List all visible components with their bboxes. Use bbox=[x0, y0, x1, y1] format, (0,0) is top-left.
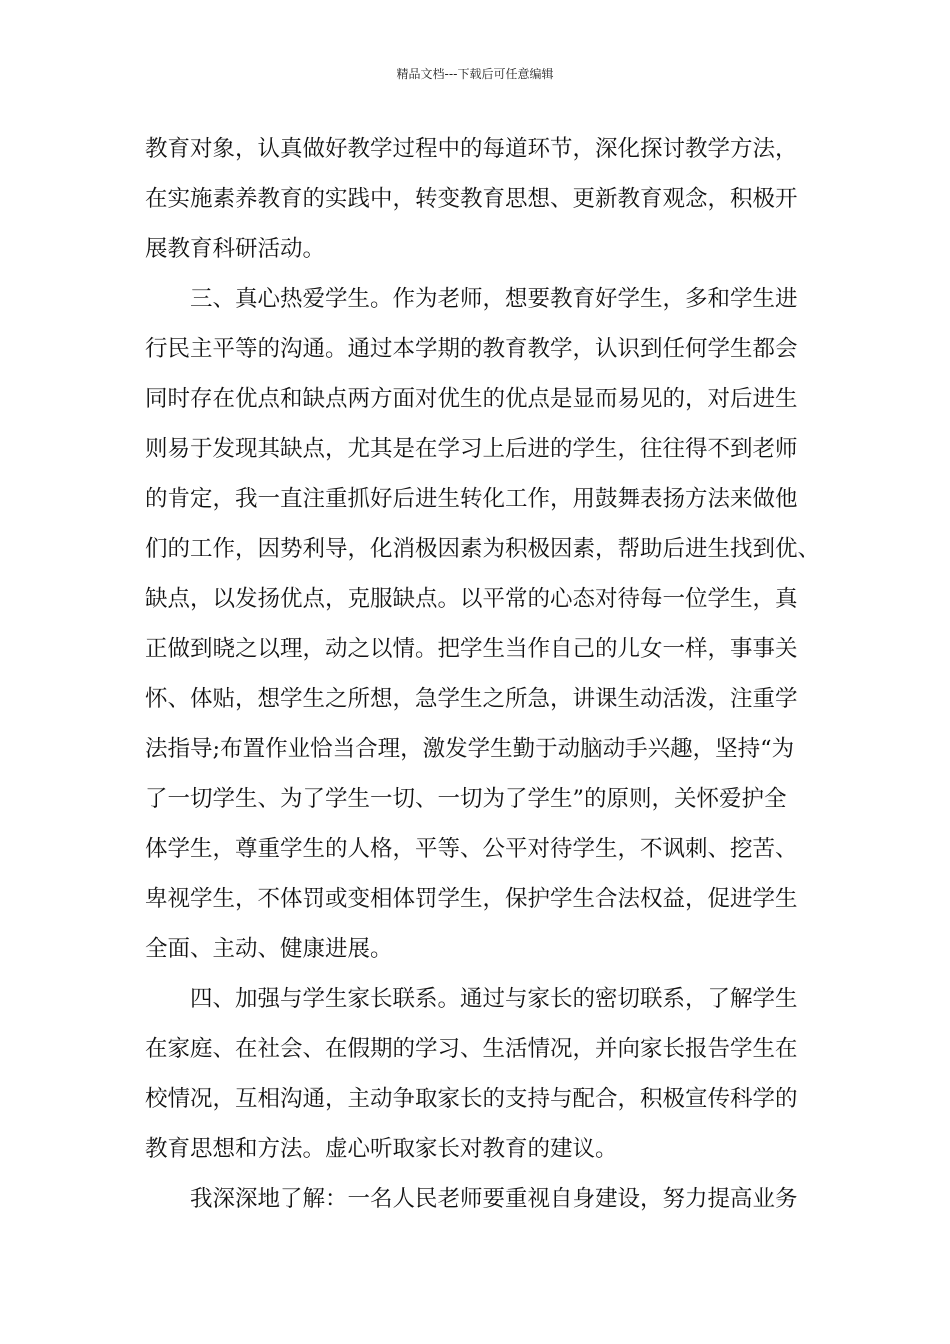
text-line: 教育思想和方法。虚心听取家长对教育的建议。 bbox=[145, 1136, 618, 1162]
text-line: 卑视学生，不体罚或变相体罚学生，保护学生合法权益，促进学生 bbox=[145, 886, 798, 912]
document-body bbox=[145, 124, 821, 1224]
text-line: 行民主平等的沟通。通过本学期的教育教学，认识到任何学生都会 bbox=[145, 336, 798, 362]
text-line: 教育对象，认真做好教学过程中的每道环节，深化探讨教学方法， bbox=[145, 136, 798, 162]
text-line: 了一切学生、为了学生一切、一切为了学生”的原则，关怀爱护全 bbox=[145, 786, 787, 812]
text-line: 三、真心热爱学生。作为老师，想要教育好学生，多和学生进 bbox=[190, 286, 798, 312]
text-line: 四、加强与学生家长联系。通过与家长的密切联系，了解学生 bbox=[190, 986, 798, 1012]
text-line: 怀、体贴，想学生之所想，急学生之所急，讲课生动活泼，注重学 bbox=[145, 686, 798, 712]
text-line: 的肯定，我一直注重抓好后进生转化工作，用鼓舞表扬方法来做他 bbox=[145, 486, 798, 512]
text-line: 我深深地了解：一名人民老师要重视自身建设，努力提高业务 bbox=[190, 1186, 798, 1212]
text-line: 同时存在优点和缺点两方面对优生的优点是显而易见的，对后进生 bbox=[145, 386, 798, 412]
text-line: 展教育科研活动。 bbox=[145, 236, 326, 262]
text-line: 全面、主动、健康进展。 bbox=[145, 936, 393, 962]
text-line: 们的工作，因势利导，化消极因素为积极因素，帮助后进生找到优、 bbox=[145, 536, 821, 562]
text-line: 在家庭、在社会、在假期的学习、生活情况，并向家长报告学生在 bbox=[145, 1036, 798, 1062]
text-line: 缺点，以发扬优点，克服缺点。以平常的心态对待每一位学生，真 bbox=[145, 586, 798, 612]
text-line: 在实施素养教育的实践中，转变教育思想、更新教育观念，积极开 bbox=[145, 186, 798, 212]
page-header: 精品文档---下载后可任意编辑 bbox=[396, 67, 554, 81]
text-line: 则易于发现其缺点，尤其是在学习上后进的学生，往往得不到老师 bbox=[145, 436, 798, 462]
text-line: 法指导;布置作业恰当合理，激发学生勤于动脑动手兴趣，坚持“为 bbox=[145, 736, 795, 762]
text-line: 正做到晓之以理，动之以情。把学生当作自己的儿女一样，事事关 bbox=[145, 636, 798, 662]
text-line: 体学生，尊重学生的人格，平等、公平对待学生，不讽刺、挖苦、 bbox=[145, 836, 798, 862]
text-line: 校情况，互相沟通，主动争取家长的支持与配合，积极宣传科学的 bbox=[145, 1086, 798, 1112]
